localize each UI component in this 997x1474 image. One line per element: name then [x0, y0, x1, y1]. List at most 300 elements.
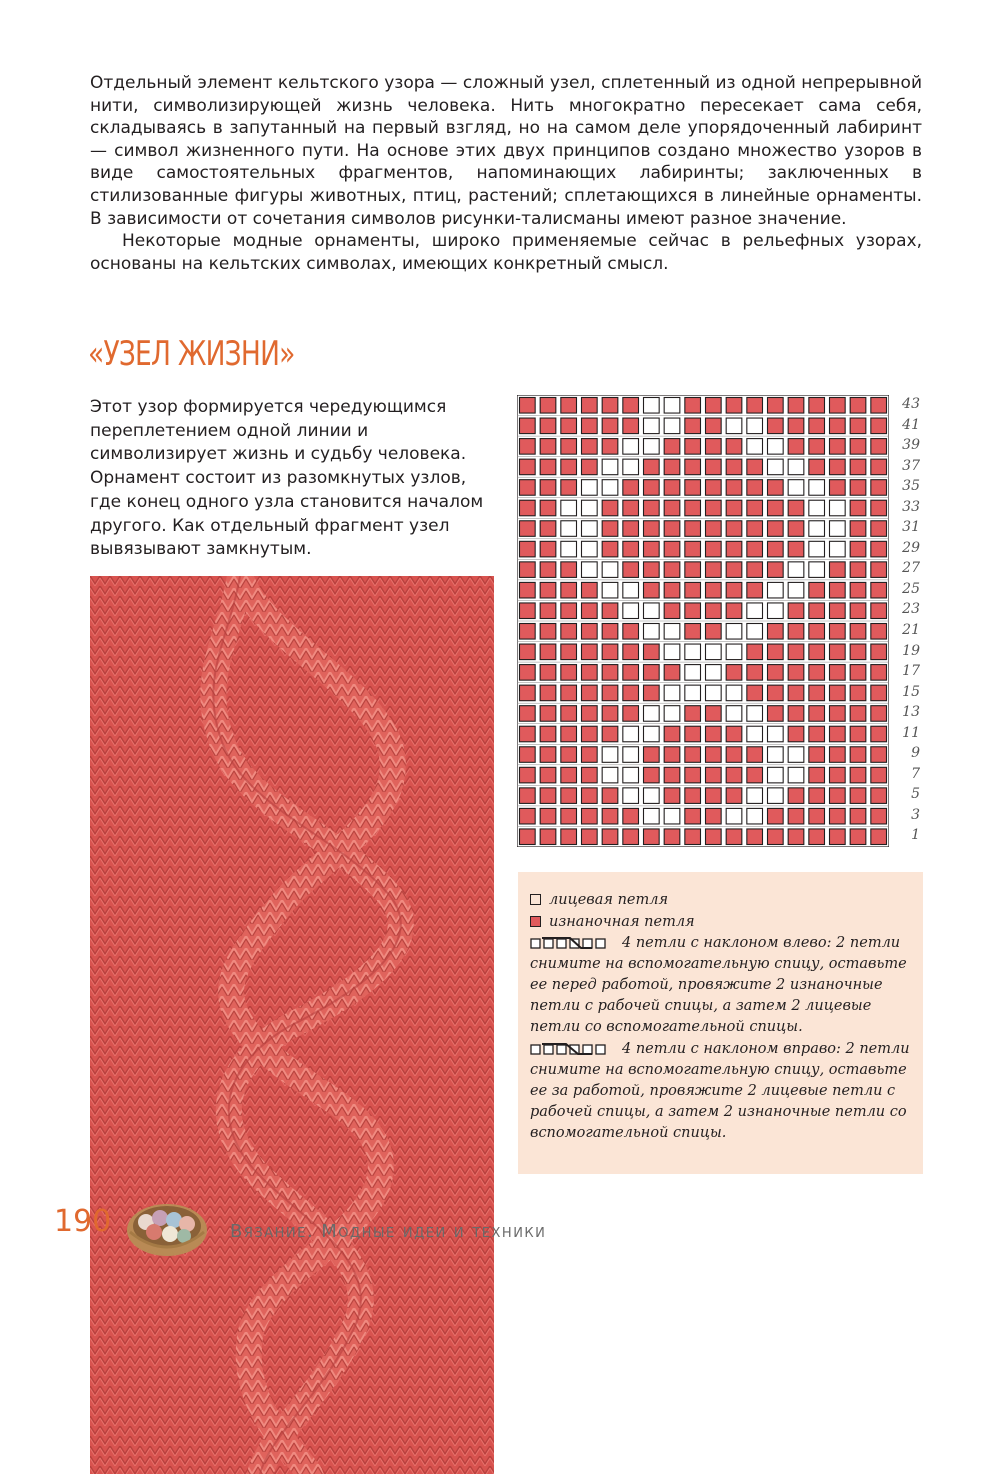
chart-row-number: 39 [902, 437, 920, 454]
purl-cell [871, 767, 887, 783]
purl-cell [871, 665, 887, 681]
purl-cell [685, 767, 701, 783]
purl-cell [830, 480, 846, 496]
knit-cell [809, 541, 825, 557]
intro-paragraph-2: Некоторые модные орнаменты, широко применяемые сейчас в рельефных узорах, основаны на кельтских символах, имеющих конкретный смысл. [90, 231, 922, 274]
purl-cell [540, 582, 556, 598]
legend-cross-left: 4 петли с наклоном влево: 2 петли снимите на вспомогательную спицу, оставьте ее перед работой, провяжите 2 изнаночные петли с рабочей спицы, а затем 2 лицевые петли со вспомогательной спицы. [530, 935, 907, 1035]
purl-cell [582, 665, 598, 681]
purl-cell [561, 562, 577, 578]
knit-cell [830, 521, 846, 537]
knit-cell [809, 521, 825, 537]
purl-cell [582, 726, 598, 742]
purl-cell [623, 808, 639, 824]
knit-cell [623, 603, 639, 619]
purl-cell [561, 644, 577, 660]
purl-cell [561, 439, 577, 455]
purl-cell [582, 624, 598, 640]
knit-cell [768, 459, 784, 475]
purl-cell [726, 767, 742, 783]
purl-cell [809, 603, 825, 619]
chart-row-number: 1 [911, 827, 920, 844]
chart-row-number: 3 [911, 806, 920, 823]
knit-cell [685, 685, 701, 701]
purl-cell [830, 706, 846, 722]
purl-cell [664, 521, 680, 537]
knit-cell [768, 767, 784, 783]
purl-cell [664, 665, 680, 681]
knit-cell [809, 500, 825, 516]
purl-cell [809, 706, 825, 722]
purl-cell [726, 726, 742, 742]
knit-cell [644, 808, 660, 824]
knit-cell [664, 418, 680, 434]
purl-cell [788, 788, 804, 804]
purl-cell [561, 706, 577, 722]
purl-cell [850, 665, 866, 681]
book-title: Вязание. Модные идеи и техники [230, 1221, 547, 1242]
purl-cell [582, 747, 598, 763]
knit-cell [747, 706, 763, 722]
purl-cell [809, 665, 825, 681]
purl-cell [830, 808, 846, 824]
purl-cell [788, 418, 804, 434]
purl-cell [664, 439, 680, 455]
purl-cell [706, 603, 722, 619]
knit-cell [706, 685, 722, 701]
purl-cell [561, 418, 577, 434]
knit-stitch-icon [530, 894, 541, 905]
knit-cell [726, 706, 742, 722]
purl-cell [520, 726, 536, 742]
purl-cell [809, 624, 825, 640]
purl-cell [623, 480, 639, 496]
chart-row-number: 41 [902, 416, 920, 433]
purl-cell [850, 808, 866, 824]
purl-cell [850, 459, 866, 475]
purl-cell [664, 582, 680, 598]
knitting-chart [517, 395, 889, 847]
knit-cell [644, 706, 660, 722]
purl-cell [561, 747, 577, 763]
purl-cell [685, 624, 701, 640]
purl-cell [685, 829, 701, 845]
purl-cell [809, 439, 825, 455]
knit-cell [664, 398, 680, 414]
purl-cell [768, 521, 784, 537]
purl-cell [602, 624, 618, 640]
knit-cell [623, 726, 639, 742]
knit-cell [644, 726, 660, 742]
purl-cell [540, 685, 556, 701]
purl-cell [685, 726, 701, 742]
purl-cell [706, 439, 722, 455]
purl-cell [540, 706, 556, 722]
purl-cell [644, 541, 660, 557]
knit-cell [623, 459, 639, 475]
purl-cell [788, 439, 804, 455]
purl-cell [685, 541, 701, 557]
purl-cell [644, 767, 660, 783]
purl-cell [602, 439, 618, 455]
purl-cell [664, 603, 680, 619]
purl-cell [582, 439, 598, 455]
purl-cell [726, 603, 742, 619]
chart-row-number: 35 [902, 478, 920, 495]
section-title: «УЗЕЛ ЖИЗНИ» [88, 334, 295, 374]
purl-cell [871, 747, 887, 763]
purl-cell [623, 624, 639, 640]
chart-row-number: 11 [902, 724, 920, 741]
purl-cell [520, 582, 536, 598]
chart-row-number: 31 [902, 519, 920, 536]
knit-cell [768, 582, 784, 598]
purl-cell [602, 398, 618, 414]
knit-cell [747, 788, 763, 804]
purl-cell [561, 582, 577, 598]
purl-cell [644, 480, 660, 496]
legend-cross-right: 4 петли с наклоном вправо: 2 петли снимите на вспомогательную спицу, оставьте ее за работой, провяжите 2 лицевые петли с рабочей спицы, а затем 2 изнаночные петли со вспомогательной спицы. [530, 1041, 910, 1141]
purl-cell [830, 439, 846, 455]
purl-cell [871, 541, 887, 557]
chart-row-number: 33 [902, 498, 920, 515]
page-number: 190 [54, 1204, 112, 1239]
chart-row-number: 27 [902, 560, 920, 577]
purl-cell [768, 398, 784, 414]
purl-cell [623, 398, 639, 414]
purl-cell [685, 521, 701, 537]
purl-cell [664, 788, 680, 804]
purl-cell [850, 603, 866, 619]
purl-cell [540, 644, 556, 660]
knit-cell [582, 480, 598, 496]
knit-cell [582, 562, 598, 578]
purl-cell [747, 521, 763, 537]
purl-cell [540, 439, 556, 455]
purl-cell [644, 685, 660, 701]
knit-cell [685, 644, 701, 660]
knit-cell [747, 624, 763, 640]
purl-cell [747, 665, 763, 681]
knit-cell [788, 582, 804, 598]
purl-cell [520, 541, 536, 557]
knit-cell [726, 418, 742, 434]
purl-cell [830, 767, 846, 783]
purl-cell [830, 747, 846, 763]
purl-cell [788, 521, 804, 537]
purl-cell [561, 829, 577, 845]
purl-cell [623, 562, 639, 578]
purl-cell [520, 480, 536, 496]
purl-cell [582, 418, 598, 434]
purl-cell [623, 665, 639, 681]
purl-cell [747, 541, 763, 557]
purl-cell [726, 665, 742, 681]
purl-cell [664, 726, 680, 742]
purl-cell [850, 500, 866, 516]
purl-cell [747, 459, 763, 475]
purl-cell [520, 521, 536, 537]
purl-cell [788, 541, 804, 557]
purl-cell [540, 603, 556, 619]
purl-cell [768, 685, 784, 701]
knit-cell [726, 808, 742, 824]
purl-cell [520, 829, 536, 845]
purl-cell [768, 500, 784, 516]
purl-cell [520, 439, 536, 455]
purl-cell [850, 726, 866, 742]
knitted-sample-photo [90, 576, 494, 1474]
chart-row-number: 43 [902, 396, 920, 412]
chart-row-number: 19 [902, 642, 920, 659]
purl-cell [582, 603, 598, 619]
purl-cell [664, 541, 680, 557]
purl-cell [664, 500, 680, 516]
purl-cell [602, 829, 618, 845]
purl-cell [644, 747, 660, 763]
purl-cell [788, 808, 804, 824]
purl-cell [540, 624, 556, 640]
purl-cell [520, 500, 536, 516]
knit-cell [726, 685, 742, 701]
purl-cell [768, 829, 784, 845]
purl-cell [540, 480, 556, 496]
purl-cell [809, 398, 825, 414]
purl-cell [520, 398, 536, 414]
purl-cell [664, 747, 680, 763]
purl-cell [850, 706, 866, 722]
purl-cell [582, 767, 598, 783]
purl-cell [582, 644, 598, 660]
knit-cell [623, 439, 639, 455]
purl-cell [871, 644, 887, 660]
knit-cell [664, 808, 680, 824]
purl-cell [871, 459, 887, 475]
chart-row-number: 25 [902, 580, 920, 597]
purl-cell [520, 624, 536, 640]
knit-cell [582, 521, 598, 537]
purl-cell [540, 418, 556, 434]
purl-cell [706, 459, 722, 475]
purl-cell [850, 439, 866, 455]
knit-cell [602, 459, 618, 475]
purl-cell [850, 541, 866, 557]
purl-cell [520, 767, 536, 783]
purl-cell [685, 582, 701, 598]
knit-cell [664, 706, 680, 722]
knit-cell [561, 500, 577, 516]
purl-cell [768, 624, 784, 640]
purl-cell [644, 665, 660, 681]
purl-cell [623, 500, 639, 516]
knit-cell [644, 418, 660, 434]
purl-cell [871, 706, 887, 722]
purl-cell [788, 603, 804, 619]
purl-cell [850, 829, 866, 845]
purl-cell [809, 726, 825, 742]
purl-cell [871, 418, 887, 434]
knit-cell [809, 480, 825, 496]
purl-cell [809, 808, 825, 824]
knit-cell [788, 459, 804, 475]
chart-row-number: 21 [902, 622, 920, 638]
yarn-basket-icon [124, 1196, 210, 1258]
purl-cell [706, 562, 722, 578]
knit-cell [602, 480, 618, 496]
purl-cell [747, 562, 763, 578]
purl-cell [602, 418, 618, 434]
purl-cell [664, 459, 680, 475]
purl-cell [788, 665, 804, 681]
purl-cell [623, 685, 639, 701]
purl-cell [582, 582, 598, 598]
purl-cell [726, 480, 742, 496]
chart-row-numbers [892, 395, 932, 847]
purl-cell [540, 767, 556, 783]
purl-cell [871, 562, 887, 578]
purl-cell [602, 788, 618, 804]
purl-cell [602, 644, 618, 660]
purl-cell [520, 747, 536, 763]
purl-cell [561, 603, 577, 619]
purl-cell [747, 747, 763, 763]
purl-cell [706, 500, 722, 516]
purl-cell [768, 480, 784, 496]
purl-cell [520, 685, 536, 701]
purl-cell [561, 480, 577, 496]
purl-cell [520, 562, 536, 578]
purl-cell [644, 459, 660, 475]
purl-cell [602, 685, 618, 701]
knit-cell [644, 603, 660, 619]
purl-cell [602, 665, 618, 681]
purl-cell [582, 788, 598, 804]
purl-cell [685, 706, 701, 722]
purl-cell [685, 398, 701, 414]
purl-cell [706, 418, 722, 434]
purl-cell [809, 747, 825, 763]
purl-cell [582, 398, 598, 414]
purl-cell [706, 767, 722, 783]
purl-cell [809, 418, 825, 434]
purl-cell [644, 829, 660, 845]
purl-cell [809, 685, 825, 701]
purl-cell [706, 582, 722, 598]
purl-cell [768, 644, 784, 660]
knit-cell [602, 767, 618, 783]
purl-cell [788, 829, 804, 845]
purl-cell [582, 685, 598, 701]
purl-cell [623, 521, 639, 537]
purl-cell [871, 726, 887, 742]
purl-cell [706, 521, 722, 537]
purl-cell [830, 644, 846, 660]
purl-cell [561, 665, 577, 681]
purl-cell [726, 521, 742, 537]
purl-cell [809, 829, 825, 845]
purl-cell [561, 788, 577, 804]
knit-cell [706, 665, 722, 681]
purl-cell [830, 685, 846, 701]
purl-cell [768, 562, 784, 578]
purl-cell [644, 500, 660, 516]
purl-cell [830, 603, 846, 619]
purl-cell [726, 582, 742, 598]
chart-row-number: 13 [902, 704, 920, 721]
knit-cell [602, 747, 618, 763]
purl-cell [520, 644, 536, 660]
purl-cell [685, 480, 701, 496]
purl-cell [540, 788, 556, 804]
purl-cell [540, 500, 556, 516]
purl-cell [685, 788, 701, 804]
purl-cell [664, 480, 680, 496]
cross-left-icon [530, 936, 614, 950]
purl-cell [768, 418, 784, 434]
purl-cell [602, 603, 618, 619]
knit-cell [623, 788, 639, 804]
legend-box [518, 872, 923, 1174]
purl-cell [520, 808, 536, 824]
purl-cell [726, 829, 742, 845]
purl-cell [768, 706, 784, 722]
purl-cell [644, 582, 660, 598]
purl-cell [602, 521, 618, 537]
knit-cell [747, 418, 763, 434]
section-description: Этот узор формируется чередующимся переплетением одной линии и символизирует жизнь и судьбу человека. Орнамент состоит из разомкнутых узлов, где конец одного узла становится началом другого. Как отдельный фрагмент узел вывязывают замкнутым. [90, 397, 484, 560]
purl-cell [540, 829, 556, 845]
purl-cell [561, 685, 577, 701]
purl-cell [871, 521, 887, 537]
purl-cell [602, 500, 618, 516]
purl-cell [644, 644, 660, 660]
purl-cell [768, 808, 784, 824]
intro-paragraph-1: Отдельный элемент кельтского узора — сложный узел, сплетенный из одной непрерывной нити, символизирующей жизнь человека. Нить многократно пересекает сама себя, складываясь в запутанный на первый взгляд, но на самом деле упорядоченный лабиринт — символ жизненного пути. На основе этих двух принципов создано множество узоров в виде самостоятельных фрагментов, напоминающих лабиринты; заключенных в стилизованные фигуры животных, птиц, растений; сплетающихся в линейные орнаменты. В зависимости от сочетания символов рисунки-талисманы имеют разное значение. [90, 73, 922, 229]
purl-cell [602, 808, 618, 824]
knit-cell [561, 521, 577, 537]
purl-cell [582, 808, 598, 824]
purl-cell [623, 418, 639, 434]
knit-cell [664, 685, 680, 701]
knit-cell [582, 500, 598, 516]
knit-cell [768, 726, 784, 742]
purl-cell [664, 829, 680, 845]
knit-cell [644, 439, 660, 455]
purl-cell [520, 665, 536, 681]
purl-cell [788, 726, 804, 742]
purl-cell [726, 541, 742, 557]
purl-cell [830, 562, 846, 578]
knit-cell [768, 788, 784, 804]
purl-cell [540, 521, 556, 537]
purl-cell [520, 603, 536, 619]
purl-cell [685, 500, 701, 516]
knit-cell [644, 788, 660, 804]
knit-cell [788, 562, 804, 578]
purl-cell [788, 500, 804, 516]
knit-cell [644, 398, 660, 414]
purl-cell [850, 747, 866, 763]
purl-cell [747, 582, 763, 598]
knit-cell [602, 582, 618, 598]
purl-cell [726, 398, 742, 414]
knit-cell [768, 439, 784, 455]
purl-cell [788, 398, 804, 414]
purl-cell [664, 767, 680, 783]
purl-cell [747, 767, 763, 783]
knit-cell [788, 767, 804, 783]
purl-cell [830, 582, 846, 598]
